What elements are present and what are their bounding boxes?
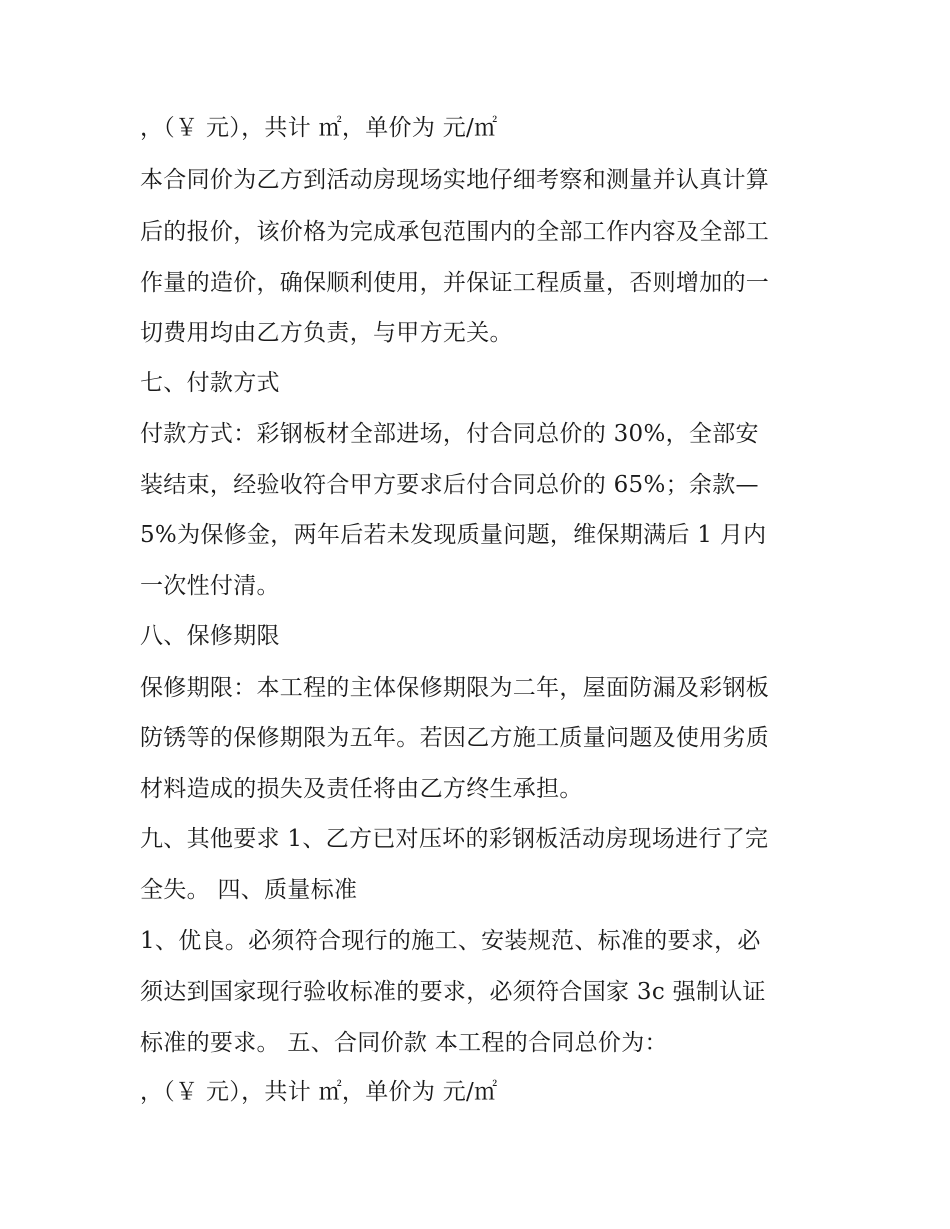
text-line: 切费用均由乙方负责，与甲方无关。 (140, 320, 513, 346)
text-line: 标准的要求。 五、合同价款 本工程的合同总价为： (140, 1030, 668, 1056)
text-line: ，（￥ 元），共计 ㎡，单价为 元/㎡ (140, 1079, 498, 1105)
section-heading: 八、保修期限 (140, 623, 280, 649)
text-line: 付款方式：彩钢板材全部进场，付合同总价的 30%，全部安 (140, 421, 759, 447)
text-line: 后的报价，该价格为完成承包范围内的全部工作内容及全部工 (140, 219, 770, 245)
section-heading: 七、付款方式 (140, 370, 280, 396)
text-line: 保修期限：本工程的主体保修期限为二年，屋面防漏及彩钢板 (140, 675, 770, 701)
text-line: 材料造成的损失及责任将由乙方终生承担。 (140, 776, 583, 802)
text-line: ，（￥ 元），共计 ㎡，单价为 元/㎡ (140, 115, 498, 141)
text-line: 1、优良。必须符合现行的施工、安装规范、标准的要求，必 (140, 928, 761, 954)
text-line: 本合同价为乙方到活动房现场实地仔细考察和测量并认真计算 (140, 167, 770, 193)
text-line: 5%为保修金，两年后若未发现质量问题，维保期满后 1 月内 (140, 522, 767, 548)
text-line: 装结束，经验收符合甲方要求后付合同总价的 65%；余款— (140, 472, 759, 498)
text-line: 一次性付清。 (140, 573, 280, 599)
text-line: 九、其他要求 1、乙方已对压坏的彩钢板活动房现场进行了完 (140, 826, 769, 852)
text-line: 全失。 四、质量标准 (140, 877, 358, 903)
text-line: 须达到国家现行验收标准的要求，必须符合国家 3c 强制认证 (140, 979, 766, 1005)
text-line: 作量的造价，确保顺利使用，并保证工程质量，否则增加的一 (140, 270, 770, 296)
text-line: 防锈等的保修期限为五年。若因乙方施工质量问题及使用劣质 (140, 725, 770, 751)
